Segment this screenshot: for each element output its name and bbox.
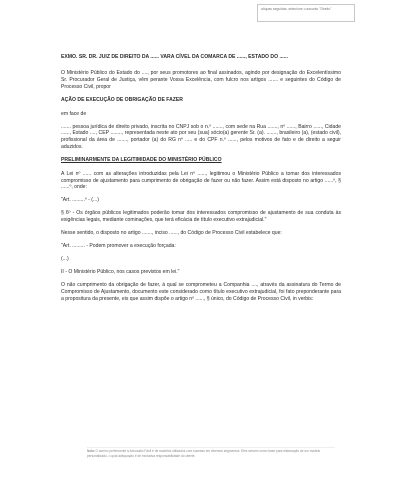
lei-paragraph: A Lei nº ...... com as alterações introduzidas pela Lei nº ......, legitimou o Ministério Público a tomar dos interessados compromisso de ajustamento para cumprimento de obrigação de fazer ou não fazer. Assim está disposto no artigo ......º, § ......º, onde:	[61, 170, 341, 191]
disclaimer-note	[87, 447, 335, 458]
section-heading: PRELIMINARMENTE DA LEGITIMIDADE DO MINISTÉRIO PÚBLICO	[61, 156, 222, 163]
quote-paragraph: § 6º - Os órgãos públicos legitimados poderão tomar dos interessados compromisso de ajustamento de sua conduta às exigências legais, mediante cominações, que terá eficácia de título executivo extrajudicial."	[61, 210, 341, 224]
note-text: O acervo pertencente à Advocatio Fácil é de modelos utilizados com sucesso em diversos segmentos. Eles servem como base para elaboração de um modelo personalizado, o qual adequação é de exclusiva responsabilidade do cliente.	[87, 449, 321, 458]
cpc-intro-paragraph: Nesse sentido, o disposto no artigo ......., inciso ......, do Código de Processo Civil estabelece que:	[61, 230, 282, 237]
party-paragraph: ....... pessoa jurídica de direito privado, inscrita no CNPJ sob o n.º ......., com sede na Rua ......., nº ......, Bairro ......, Cidade ......, Estado ...., CEP ........, representada neste ato por seu (sua) sócio(a) gerente Sr. (a). ......., brasileiro (a), (estado civil), profissional da área de ......., portador (a) do RG nº ..... e do CPF n.º ......, pelos motivos de fato e de direito a seguir aduzidos.	[61, 123, 341, 150]
document-body	[61, 54, 341, 309]
top-note-box: alíquas seguidas, selecione o assunto "Direito"	[257, 4, 355, 22]
final-paragraph: O não cumprimento da obrigação de fazer, à qual se comprometeu a Companhia ...., através da assinatura do Termo de Compromisso de Ajustamento, documento este considerado como título executivo extrajudicial, foi fato preponderante para a propositura da presente, eis que assim dispõe o artigo nº ......, § único, do Código de Processo Civil, in verbis:	[61, 282, 341, 302]
note-label: Nota:	[87, 449, 95, 453]
ellipsis-text: (...)	[61, 256, 69, 263]
item-ii: II - O Ministério Público, nos casos previstos em lei."	[61, 269, 180, 276]
action-heading: AÇÃO DE EXECUÇÃO DE OBRIGAÇÃO DE FAZER	[61, 96, 183, 103]
document-title: EXMO. SR. DR. JUIZ DE DIREITO DA ...... VARA CÍVEL DA COMARCA DE ......, ESTADO DO ......	[61, 54, 288, 60]
em-face-text: em face de	[61, 110, 87, 117]
intro-paragraph: O Ministério Público do Estado do ...., por seus promotores ao final assinados, agindo por designação do Excelentíssimo Sr. Procurador Geral de Justiça, vêm perante Vossa Excelência, com fulcro nos artigos ....... e seguintes do Código de Processo Civil, propor	[61, 70, 341, 90]
quote-article: "Art. .........º - (...)	[61, 197, 99, 204]
quote-article-2: "Art. ......... - Podem promover a execução forçada:	[61, 243, 176, 250]
